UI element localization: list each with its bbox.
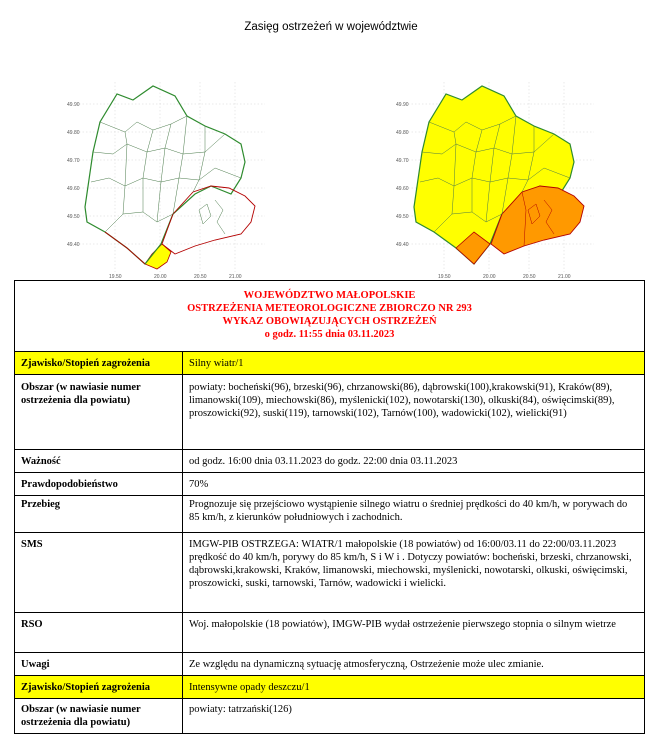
map-left-y-label: 49.80 [67,130,80,136]
header-list-title: WYKAZ OBOWIĄZUJĄCYCH OSTRZEŻEŃ [222,316,437,327]
map-left-x-label: 20.00 [154,274,167,278]
row-label: Zjawisko/Stopień zagrożenia [15,676,183,699]
table-row [15,450,645,473]
map-left-x-label: 19.50 [109,274,122,278]
row-value: Woj. małopolskie (18 powiatów), IMGW-PIB wydał ostrzeżenie pierwszego stopnia o silnym wietrze [183,613,645,653]
map-left-x-label: 20.50 [194,274,207,278]
row-value: Silny wiatr/1 [183,352,645,375]
header-timestamp: o godz. 11:55 dnia 03.11.2023 [264,329,395,340]
table-row [15,699,645,734]
row-label: SMS [15,533,183,613]
header-region: WOJEWÓDZTWO MAŁOPOLSKIE [243,290,416,301]
row-label: Prawdopodobieństwo [15,473,183,496]
map-right-y-label: 49.50 [396,214,409,220]
row-label: Obszar (w nawiasie numer ostrzeżenia dla powiatu) [15,699,183,734]
map-right-x-label: 21.00 [558,274,571,278]
row-value: IMGW-PIB OSTRZEGA: WIATR/1 małopolskie (18 powiatów) od 16:00/03.11 do 22:00/03.11.2023 prędkość do 40 km/h, porywy do 85 km/h, S i W i . Dotyczy powiatów: bocheński, brzeski, chrzanowski, dąbrowski,krakowski, Kraków, limanowski, miechowski, myślenicki, nowotarski, olkuski, oświęcimski, proszowicki, suski, tarnowski, Tarnów, wadowicki i wielicki. [183,533,645,613]
map-left-y-label: 49.90 [67,102,80,108]
map-left-y-label: 49.50 [67,214,80,220]
map-right-y-label: 49.60 [396,186,409,192]
map-right-x-label: 19.50 [438,274,451,278]
map-right-y-label: 49.80 [396,130,409,136]
row-value: Prognozuje się przejściowo wystąpienie silnego wiatru o średniej prędkości do 40 km/h, w porywach do 85 km/h, z kierunków południowych i zachodnich. [183,496,645,533]
table-row [15,473,645,496]
map-left-y-label: 49.60 [67,186,80,192]
row-value: powiaty: bocheński(96), brzeski(96), chrzanowski(86), dąbrowski(100),krakowski(91), Kraków(89), limanowski(109), miechowski(86), myślenicki(102), nowotarski(130), olkuski(84), oświęcimski(89), proszowicki(92), suski(119), tarnowski(102), Tarnów(100), wadowicki(102), wielicki(91) [183,375,645,450]
row-label: RSO [15,613,183,653]
table-row [15,375,645,450]
row-label: Uwagi [15,653,183,676]
table-row [15,533,645,613]
row-value: powiaty: tatrzański(126) [183,699,645,734]
table-row [15,653,645,676]
document-header [15,281,645,352]
wind-warning-map-graphic [394,82,594,278]
row-label: Ważność [15,450,183,473]
row-value: od godz. 16:00 dnia 03.11.2023 do godz. 22:00 dnia 03.11.2023 [183,450,645,473]
map-right-y-label: 49.90 [396,102,409,108]
table-row [15,613,645,653]
wind-warning-map [394,82,594,278]
table-row [15,676,645,699]
row-label: Obszar (w nawiasie numer ostrzeżenia dla powiatu) [15,375,183,450]
row-value: Intensywne opady deszczu/1 [183,676,645,699]
row-label: Przebieg [15,496,183,533]
row-label: Zjawisko/Stopień zagrożenia [15,352,183,375]
map-right-y-label: 49.40 [396,242,409,248]
map-right-x-label: 20.50 [523,274,536,278]
map-left-x-label: 21.00 [229,274,242,278]
rain-warning-map [65,82,265,278]
table-header-row [15,281,645,352]
map-left-y-label: 49.70 [67,158,80,164]
row-value: Ze względu na dynamiczną sytuację atmosferyczną, Ostrzeżenie może ulec zmianie. [183,653,645,676]
table-row [15,352,645,375]
rain-warning-map-graphic [65,82,265,278]
map-right-y-label: 49.70 [396,158,409,164]
header-warning-number: OSTRZEŻENIA METEOROLOGICZNE ZBIORCZO NR 293 [187,303,472,314]
map-right-x-label: 20.00 [483,274,496,278]
page-title: Zasięg ostrzeżeń w województwie [244,21,418,33]
warnings-table [14,280,645,734]
table-row [15,496,645,533]
row-value: 70% [183,473,645,496]
map-left-y-label: 49.40 [67,242,80,248]
